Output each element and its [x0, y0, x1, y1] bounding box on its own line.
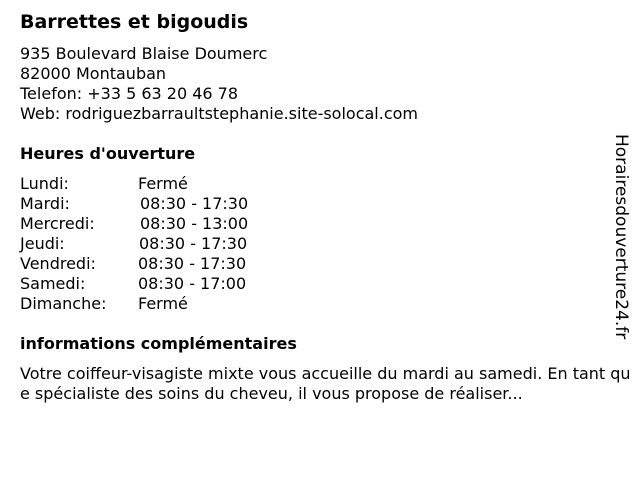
business-name: Barrettes et bigoudis — [20, 11, 249, 33]
hours-value: 08:30 - 17:30 — [138, 254, 247, 273]
day-label: Mardi: — [20, 194, 70, 213]
website: Web: rodriguezbarraultstephanie.site-solocal.com — [20, 104, 418, 123]
info-title: informations complémentaires — [20, 334, 297, 353]
street-address: 935 Boulevard Blaise Doumerc — [20, 44, 268, 63]
hours-value: Fermé — [138, 174, 188, 193]
day-label: Dimanche: — [20, 294, 107, 313]
hours-value: 08:30 - 17:00 — [138, 274, 247, 293]
day-label: Lundi: — [20, 174, 69, 193]
hours-value: 08:30 - 17:30 — [140, 194, 249, 213]
watermark — [612, 134, 632, 344]
city-address: 82000 Montauban — [20, 64, 167, 83]
info-description: Votre coiffeur-visagiste mixte vous accueille du mardi au samedi. En tant que spécialiste des soins du cheveu, il vous propose de réaliser... — [20, 364, 631, 403]
day-label: Jeudi: — [20, 234, 65, 253]
hours-title: Heures d'ouverture — [20, 144, 196, 163]
phone-number: Telefon: +33 5 63 20 46 78 — [20, 84, 239, 103]
business-address — [20, 44, 418, 124]
hours-value: 08:30 - 17:30 — [139, 234, 248, 253]
day-label: Mercredi: — [20, 214, 95, 233]
day-label: Vendredi: — [20, 254, 96, 273]
day-label: Samedi: — [20, 274, 86, 293]
hours-value: 08:30 - 13:00 — [140, 214, 249, 233]
watermark-text: Horairesdouverture24.fr — [611, 134, 631, 340]
hours-value: Fermé — [138, 294, 188, 313]
